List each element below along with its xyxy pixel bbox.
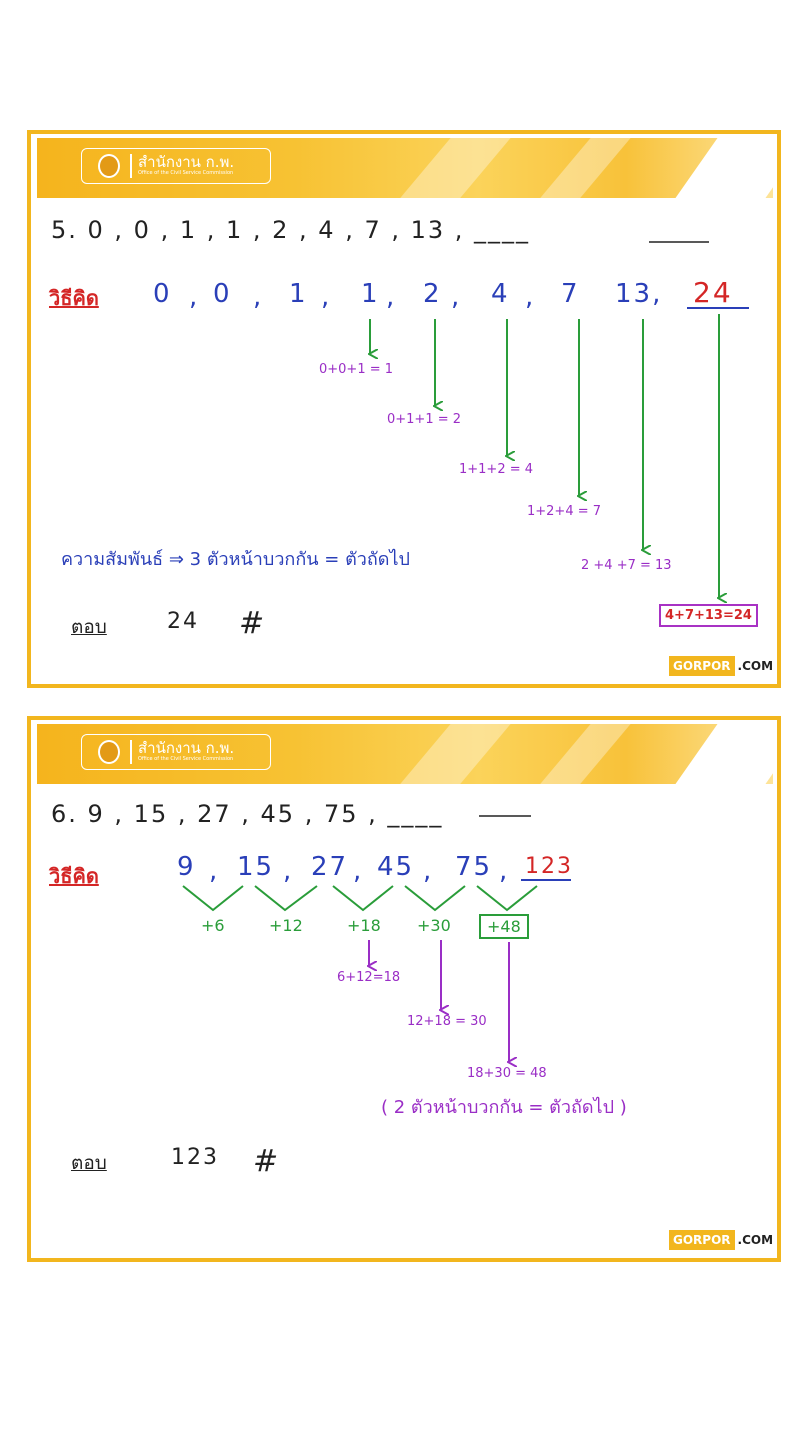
gorpor-watermark: GORPOR .COM xyxy=(669,656,776,676)
question-6-card: สำนักงาน ก.พ. Office of the Civil Service Commission 6. 9 , 15 , 27 , 45 , 75 , ____ วิธีคิด 9 , 15 , 27 , 45 , 75 , 123 +6 +12 +18 +30 +48 6+12=18 12+18 = 30 18+30 = 48 ( 2 ตัวหน้าบวกกัน = ตัวถัดไป ) ตอบ 123 # GORPOR .COM xyxy=(27,716,781,1262)
seq-item: 7 xyxy=(561,279,580,309)
v-bracket xyxy=(405,886,465,910)
relation-text: ความสัมพันธ์ ⇒ 3 ตัวหน้าบวกกัน = ตัวถัดไป xyxy=(61,549,410,570)
hash-mark: # xyxy=(253,1144,279,1179)
v-bracket xyxy=(477,886,537,910)
question-text: 5. 0 , 0 , 1 , 1 , 2 , 4 , 7 , 13 , ____ xyxy=(51,216,531,244)
logo-name-th: สำนักงาน ก.พ. xyxy=(138,153,235,171)
q5-arrows xyxy=(31,134,777,684)
logo-name-en: Office of the Civil Service Commission xyxy=(138,170,234,176)
seq-item: 9 xyxy=(177,852,196,882)
seq-item: 0 xyxy=(153,279,172,309)
hash-mark: # xyxy=(239,606,265,641)
v-bracket xyxy=(183,886,243,910)
answer-blank-value: 24 xyxy=(693,276,733,309)
answer-blank-value: 123 xyxy=(525,854,573,879)
relation-text: ( 2 ตัวหน้าบวกกัน = ตัวถัดไป ) xyxy=(381,1097,627,1118)
step-4: 1+2+4 = 7 xyxy=(527,504,602,519)
question-text: 6. 9 , 15 , 27 , 45 , 75 , ____ xyxy=(51,800,444,828)
diff-label: +12 xyxy=(269,916,303,935)
q6-diagram xyxy=(31,720,777,1258)
gorpor-watermark: GORPOR .COM xyxy=(669,1230,776,1250)
step-6-boxed: 4+7+13=24 xyxy=(659,604,758,627)
diff-label: +18 xyxy=(347,916,381,935)
step-5: 2 +4 +7 = 13 xyxy=(581,558,672,573)
seq-item: 0 xyxy=(213,279,232,309)
question-5-card: สำนักงาน ก.พ. Office of the Civil Service Commission 5. 0 , 0 , 1 , 1 , 2 , 4 , 7 , 13 , ____ วิธีคิด 0 , 0 , 1 , 1 , 2 , 4 , 7 13, 24 0+0+1 = 1 0+1+1 = 2 1+1+2 = 4 1+2+4 = 7 2 +4 +7 = 13 4+7+13=24 ความสัมพันธ์ ⇒ 3 ตัวหน้าบวกกัน = ตัวถัดไป ตอบ 24 # GORPOR .COM xyxy=(27,130,781,688)
step-1: 0+0+1 = 1 xyxy=(319,362,394,377)
seq-item: 2 xyxy=(423,279,442,309)
step-2: 0+1+1 = 2 xyxy=(387,412,462,427)
diff-label: +30 xyxy=(417,916,451,935)
diff-label-boxed: +48 xyxy=(479,914,529,939)
seq-item: 27 xyxy=(311,852,349,882)
step-2: 12+18 = 30 xyxy=(407,1014,487,1029)
answer-value: 24 xyxy=(167,609,199,634)
logo-name-en: Office of the Civil Service Commission xyxy=(138,756,234,762)
seq-item: 13, xyxy=(615,279,663,309)
seq-item: 15 xyxy=(237,852,275,882)
step-1: 6+12=18 xyxy=(337,970,401,985)
seq-item: 1 xyxy=(361,279,380,309)
v-bracket xyxy=(333,886,393,910)
seq-item: 75 xyxy=(455,852,493,882)
logo-name-th: สำนักงาน ก.พ. xyxy=(138,739,235,757)
step-3: 18+30 = 48 xyxy=(467,1066,547,1081)
answer-value: 123 xyxy=(171,1145,219,1170)
step-3: 1+1+2 = 4 xyxy=(459,462,534,477)
diff-label: +6 xyxy=(201,916,225,935)
seq-item: 4 xyxy=(491,279,510,309)
seq-item: 1 xyxy=(289,279,308,309)
v-bracket xyxy=(255,886,317,910)
answer-label: ตอบ xyxy=(71,1152,107,1174)
method-label: วิธีคิด xyxy=(49,864,99,888)
method-label: วิธีคิด xyxy=(49,286,99,310)
answer-label: ตอบ xyxy=(71,616,107,638)
seq-item: 45 xyxy=(377,852,415,882)
